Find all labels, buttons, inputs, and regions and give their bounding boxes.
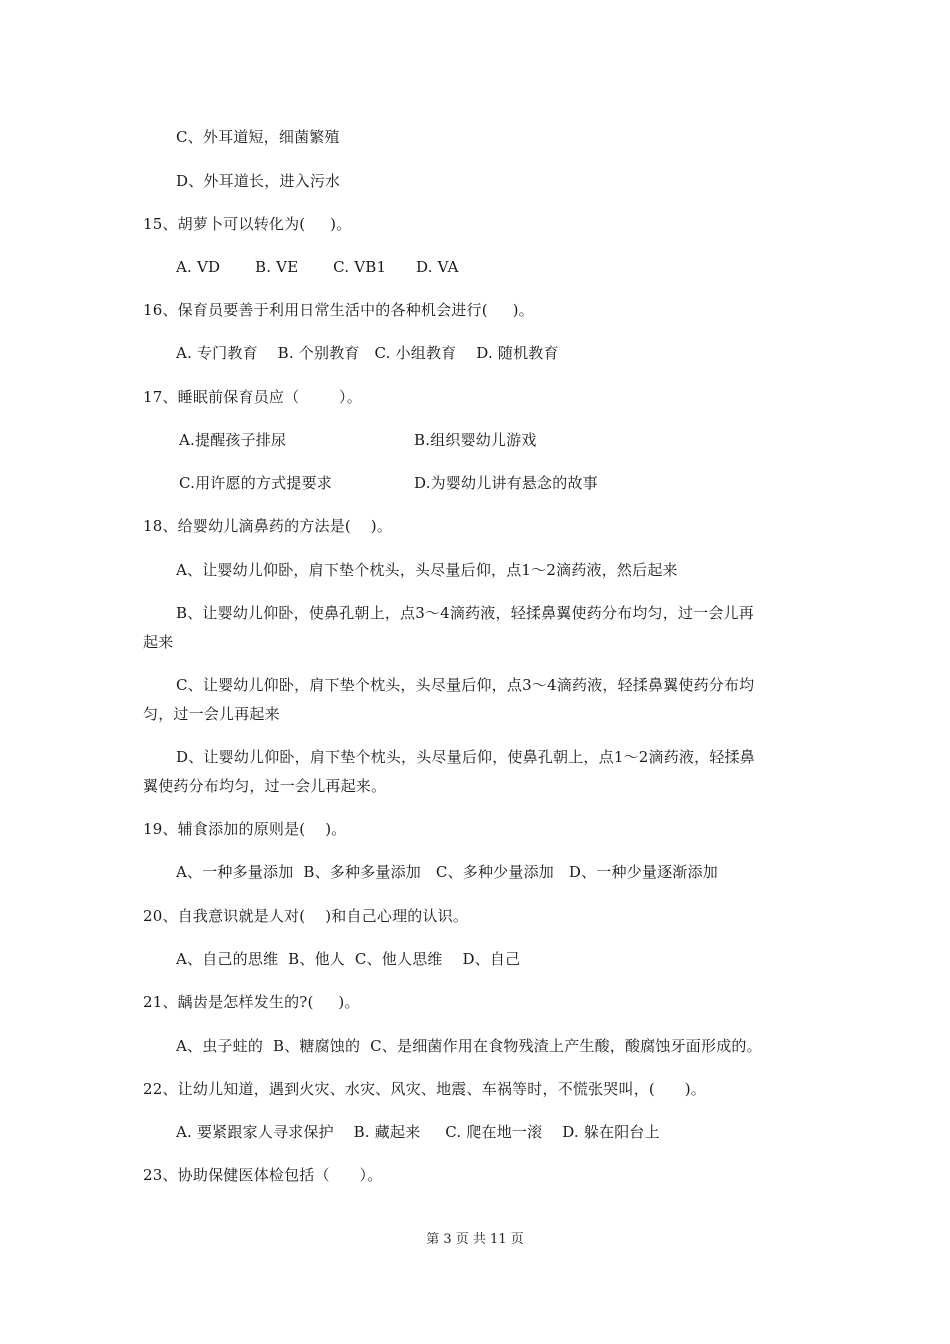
option-d-q18-line1: D、让婴幼儿仰卧，肩下垫个枕头，头尽量后仰，使鼻孔朝上，点1～2滴药液，轻揉鼻 — [176, 748, 755, 766]
question-21: 21、龋齿是怎样发生的?( )。 — [143, 993, 360, 1011]
page-footer: 第 3 页 共 11 页 — [426, 1232, 524, 1247]
option-d-q18-line2: 翼使药分布均匀，过一会儿再起来。 — [143, 777, 387, 795]
question-17: 17、睡眠前保育员应（ ）。 — [143, 388, 362, 406]
option-b-q18-line2: 起来 — [143, 633, 174, 651]
option-d-q14: D、外耳道长，进入污水 — [176, 172, 341, 190]
question-20: 20、自我意识就是人对( )和自己心理的认识。 — [143, 907, 469, 925]
options-q20: A、自己的思维 B、他人 C、他人思维 D、自己 — [176, 950, 521, 968]
option-c-q17: C.用许愿的方式提要求 — [179, 474, 332, 492]
options-q22: A. 要紧跟家人寻求保护 B. 藏起来 C. 爬在地一滚 D. 躲在阳台上 — [176, 1123, 660, 1141]
option-c-q18-line1: C、让婴幼儿仰卧，肩下垫个枕头，头尽量后仰，点3～4滴药液，轻揉鼻翼使药分布均 — [176, 676, 755, 694]
options-q21: A、虫子蛀的 B、糖腐蚀的 C、是细菌作用在食物残渣上产生酸，酸腐蚀牙面形成的。 — [176, 1037, 762, 1055]
option-c-q18-line2: 匀，过一会儿再起来 — [143, 705, 280, 723]
option-c-q14: C、外耳道短，细菌繁殖 — [176, 128, 340, 146]
option-a-q18: A、让婴幼儿仰卧，肩下垫个枕头，头尽量后仰，点1～2滴药液，然后起来 — [176, 561, 678, 579]
options-q19: A、一种多量添加 B、多种多量添加 C、多种少量添加 D、一种少量逐渐添加 — [176, 863, 718, 881]
question-22: 22、让幼儿知道，遇到火灾、水灾、风灾、地震、车祸等时，不慌张哭叫，( )。 — [143, 1080, 707, 1098]
question-16: 16、保育员要善于利用日常生活中的各种机会进行( )。 — [143, 301, 534, 319]
options-q15: A. VD B. VE C. VB1 D. VA — [176, 258, 459, 276]
question-18: 18、给婴幼儿滴鼻药的方法是( )。 — [143, 517, 393, 535]
option-a-q17: A.提醒孩子排尿 — [179, 431, 287, 449]
options-q16: A. 专门教育 B. 个别教育 C. 小组教育 D. 随机教育 — [176, 344, 559, 362]
option-b-q18-line1: B、让婴幼儿仰卧，使鼻孔朝上，点3～4滴药液，轻揉鼻翼使药分布均匀，过一会儿再 — [176, 604, 754, 622]
question-19: 19、辅食添加的原则是( )。 — [143, 820, 347, 838]
option-d-q17: D.为婴幼儿讲有悬念的故事 — [414, 474, 598, 492]
question-15: 15、胡萝卜可以转化为( )。 — [143, 215, 352, 233]
option-b-q17: B.组织婴幼儿游戏 — [414, 431, 537, 449]
question-23: 23、协助保健医体检包括（ ）。 — [143, 1166, 383, 1184]
